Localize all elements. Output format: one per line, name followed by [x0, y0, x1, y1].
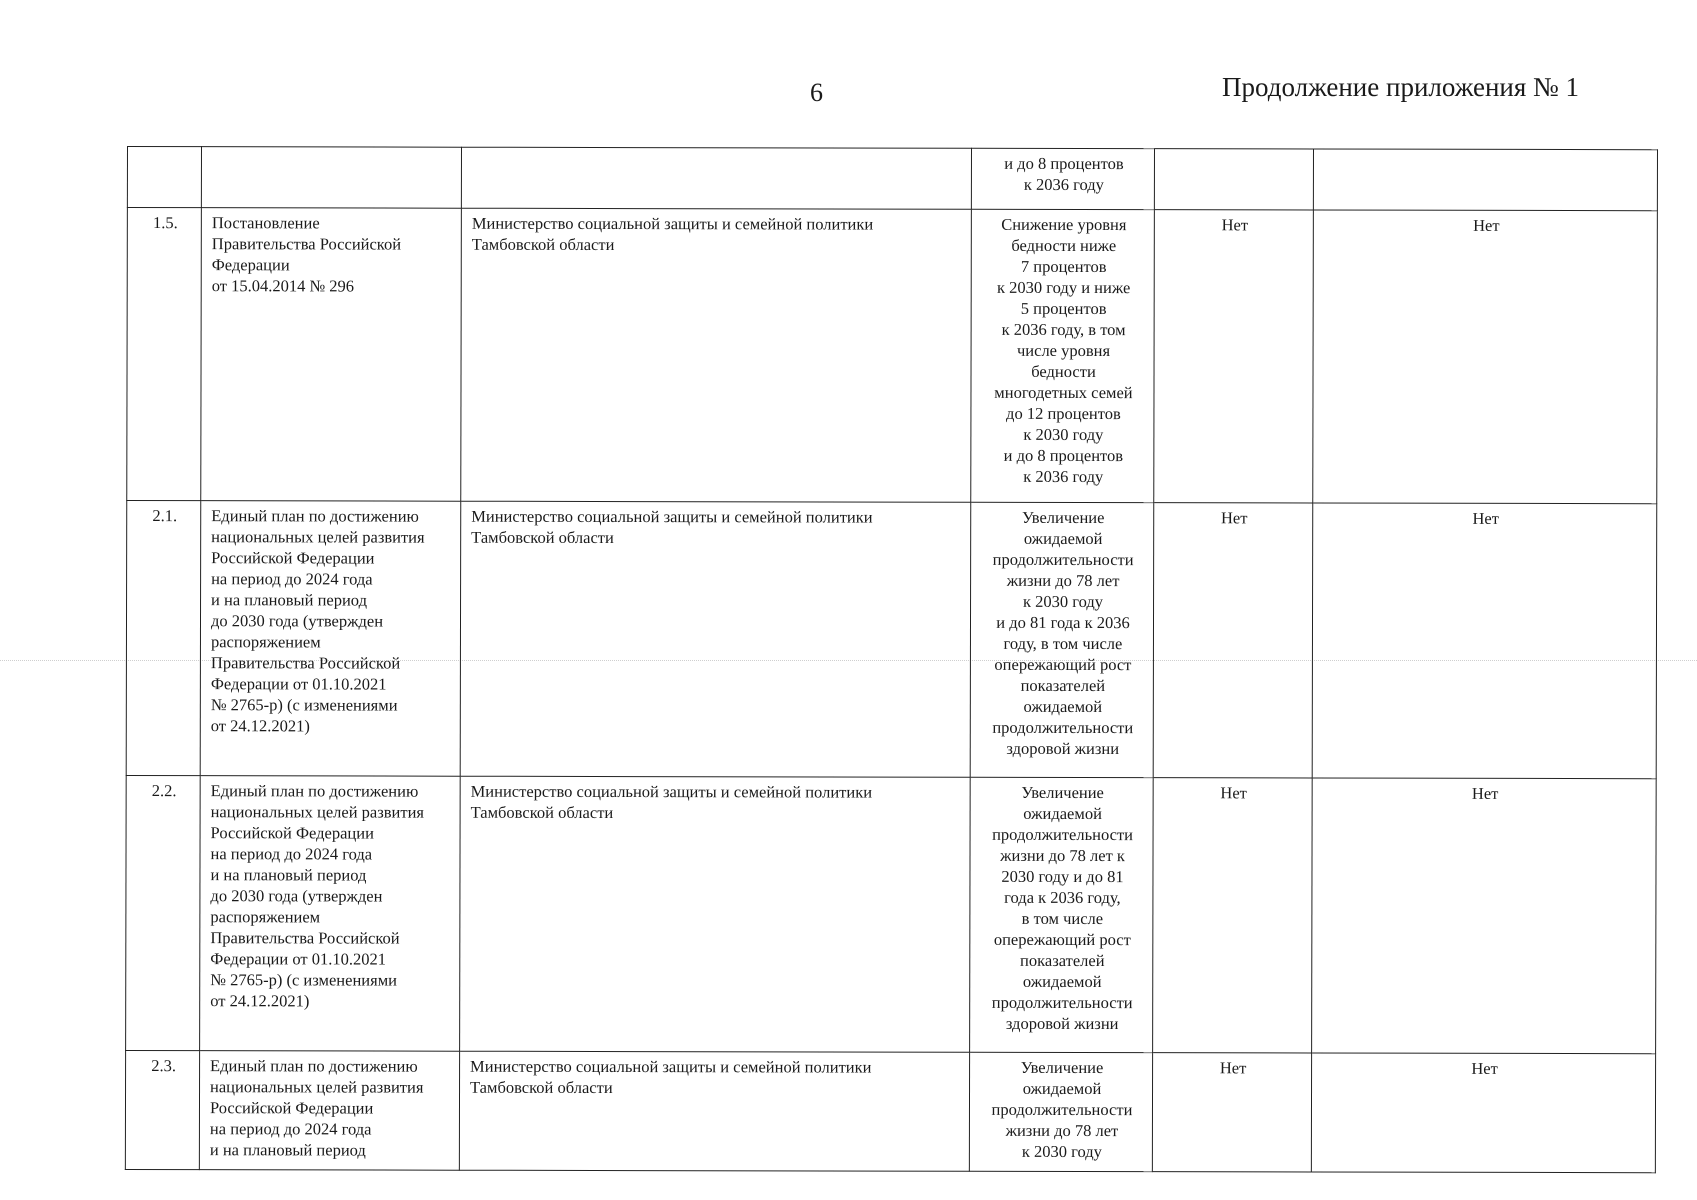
- table-row: [127, 208, 1658, 504]
- column-6-cell: [1313, 149, 1657, 211]
- column-6-cell: Нет: [1313, 210, 1658, 504]
- column-6-cell: Нет: [1312, 503, 1657, 779]
- executor-cell: Министерство социальной защиты и семейной политики Тамбовской области: [459, 1051, 969, 1171]
- page-number: 6: [810, 78, 823, 107]
- target-cell: Увеличение ожидаемой продолжительности жизни до 78 лет к 2030 году и до 81 года к 2036 году, в том числе опережающий рост показателей ожидаемой продолжительности здоровой жизни: [970, 777, 1154, 1052]
- row-number: 1.5.: [127, 208, 202, 501]
- document-cell: [201, 147, 461, 209]
- row-number: 2.2.: [126, 775, 201, 1050]
- target-cell: Снижение уровня бедности ниже 7 процентов к 2030 году и ниже 5 процентов к 2036 году, в том числе уровня бедности многодетных семей до 12 процентов к 2030 году и до 8 процентов к 2036 году: [971, 209, 1155, 502]
- column-5-cell: Нет: [1154, 210, 1314, 503]
- column-5-cell: Нет: [1153, 503, 1313, 778]
- target-cell: Увеличение ожидаемой продолжительности жизни до 78 лет к 2030 году: [969, 1052, 1152, 1171]
- executor-cell: [461, 147, 971, 209]
- column-5-cell: Нет: [1152, 1053, 1311, 1172]
- column-5-cell: [1154, 149, 1313, 210]
- target-cell: Увеличение ожидаемой продолжительности жизни до 78 лет к 2030 году и до 81 года к 2036 году, в том числе опережающий рост показателей ожидаемой продолжительности здоровой жизни: [970, 502, 1154, 777]
- table-row: [126, 775, 1657, 1053]
- document-cell: Единый план по достижению национальных целей развития Российской Федерации на период до 2024 года и на плановый период до 2030 года (утвержден распоряжением Правительства Российской Федерации от 01.10.2021 № 2765-р) (с изменениями от 24.12.2021): [200, 501, 461, 777]
- document-cell: Постановление Правительства Российской Федерации от 15.04.2014 № 296: [201, 208, 462, 502]
- table-row: [127, 147, 1657, 211]
- row-number: [127, 147, 201, 208]
- executor-cell: Министерство социальной защиты и семейной политики Тамбовской области: [460, 501, 971, 777]
- executor-cell: Министерство социальной защиты и семейной политики Тамбовской области: [461, 208, 972, 502]
- target-cell: и до 8 процентов к 2036 году: [971, 148, 1154, 209]
- table-row: [125, 1050, 1655, 1172]
- column-6-cell: Нет: [1312, 778, 1657, 1054]
- executor-cell: Министерство социальной защиты и семейной политики Тамбовской области: [460, 776, 971, 1052]
- appendix-continuation-title: Продолжение приложения № 1: [1222, 72, 1580, 102]
- row-number: 2.1.: [126, 501, 201, 776]
- column-6-cell: Нет: [1311, 1053, 1655, 1173]
- measures-table: [125, 146, 1658, 1173]
- row-number: 2.3.: [125, 1050, 199, 1169]
- document-cell: Единый план по достижению национальных целей развития Российской Федерации на период до 2024 года и на плановый период до 2030 года (утвержден распоряжением Правительства Российской Федерации от 01.10.2021 № 2765-р) (с изменениями от 24.12.2021): [200, 776, 461, 1052]
- table-row: [126, 501, 1657, 779]
- document-cell: Единый план по достижению национальных целей развития Российской Федерации на период до 2024 года и на плановый период: [199, 1051, 459, 1171]
- column-5-cell: Нет: [1153, 778, 1313, 1053]
